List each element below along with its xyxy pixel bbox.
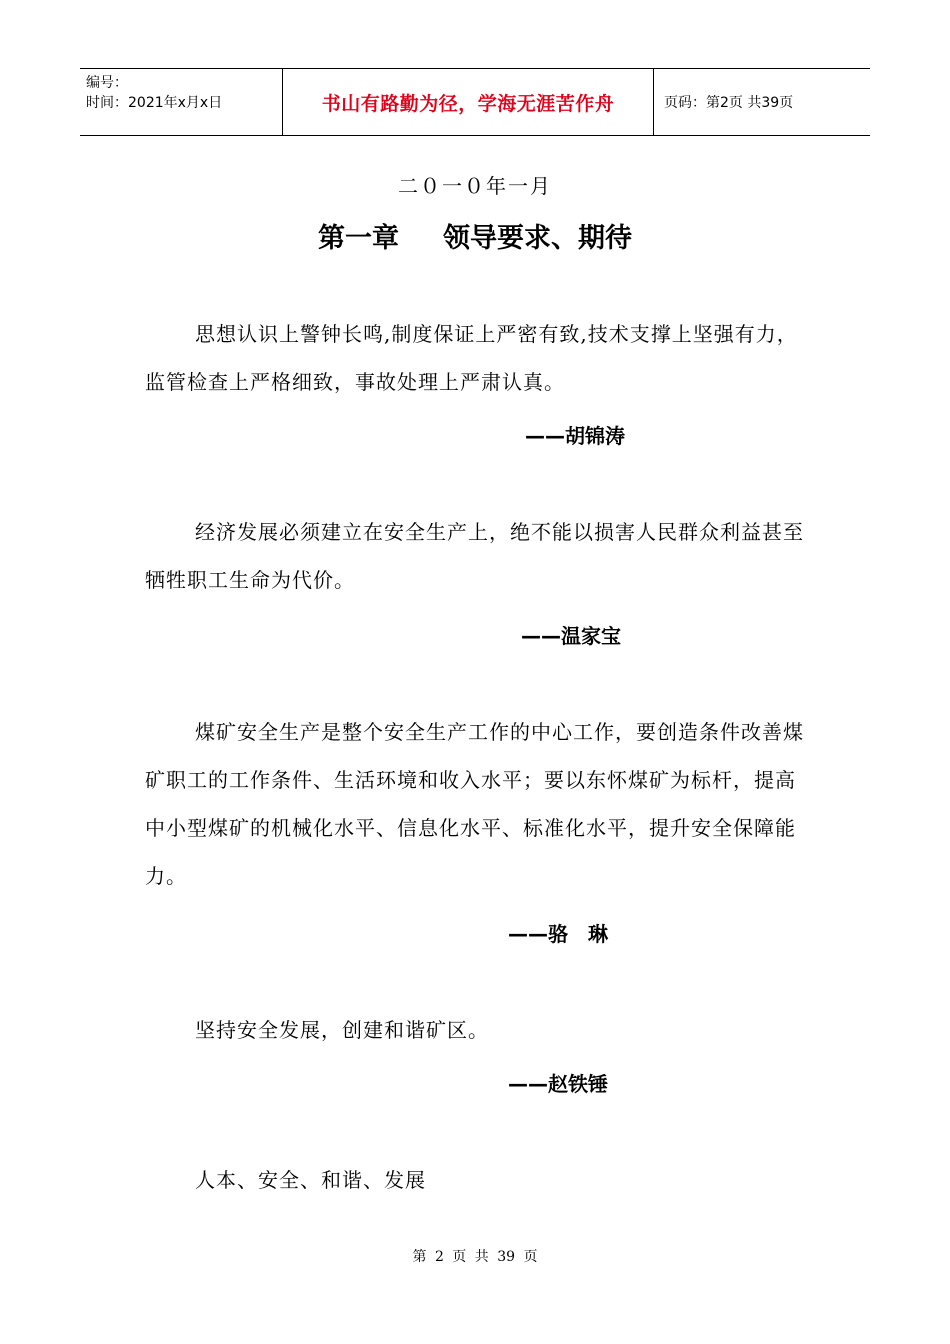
header-meta bbox=[80, 69, 282, 135]
quote-author-1: ——胡锦涛 bbox=[525, 424, 625, 448]
quote-author-3: ——骆 琳 bbox=[508, 922, 608, 946]
quote-author-2: ——温家宝 bbox=[521, 624, 621, 648]
quote-author-4: ——赵铁锤 bbox=[508, 1072, 608, 1096]
quote-text-2: 经济发展必须建立在安全生产上，绝不能以损害人民群众利益甚至牺牲职工生命为代价。 bbox=[145, 520, 804, 592]
header-number-label: 编号： bbox=[86, 75, 128, 91]
date-line: 二０一０年一月 bbox=[398, 174, 552, 198]
chapter-name: 领导要求、期待 bbox=[443, 223, 632, 254]
document-header bbox=[80, 68, 870, 136]
quote-text-1: 思想认识上警钟长鸣,制度保证上严密有致,技术支撑上坚强有力，监管检查上严格细致，事故处理上严肃认真。 bbox=[145, 322, 798, 394]
quote-text-4: 坚持安全发展，创建和谐矿区。 bbox=[195, 1018, 489, 1042]
page-footer: 第 2 页 共 39 页 bbox=[412, 1249, 538, 1265]
header-time-label: 时间：2021年x月x日 bbox=[86, 95, 223, 111]
chapter-number: 第一章 bbox=[318, 223, 399, 254]
quote-text-5: 人本、安全、和谐、发展 bbox=[195, 1168, 426, 1192]
header-page-code: 页码：第2页 共39页 bbox=[664, 95, 794, 111]
quote-text-3: 煤矿安全生产是整个安全生产工作的中心工作，要创造条件改善煤矿职工的工作条件、生活环境和收入水平；要以东怀煤矿为标杆，提高中小型煤矿的机械化水平、信息化水平、标准化水平，提升安全保障能力。 bbox=[145, 720, 804, 888]
header-motto: 书山有路勤为径，学海无涯苦作舟 bbox=[282, 69, 654, 135]
chapter-title bbox=[0, 216, 950, 255]
